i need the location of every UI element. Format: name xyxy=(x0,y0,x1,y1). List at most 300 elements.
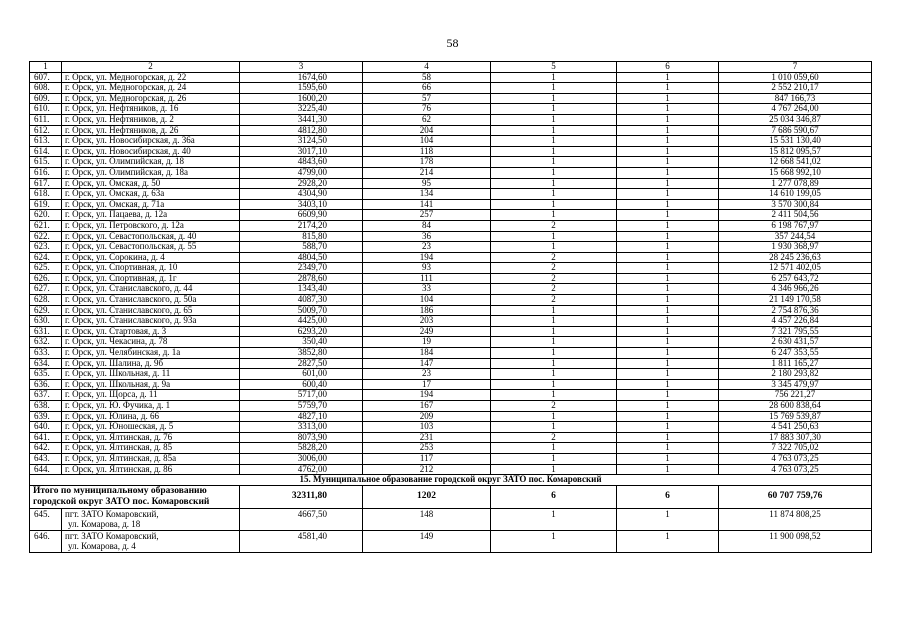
address-cell: г. Орск, ул. Омская, д. 50 xyxy=(62,178,240,189)
row-number-cell: 619. xyxy=(30,199,62,210)
table-row xyxy=(30,178,872,189)
area-cell: 601,00 xyxy=(240,369,363,380)
col6-cell: 1 xyxy=(617,231,719,242)
area-cell: 5717,00 xyxy=(240,390,363,401)
cost-cell: 3 570 300,84 xyxy=(719,199,872,210)
table-row xyxy=(30,464,872,475)
address-cell: г. Орск, ул. Щорса, д. 11 xyxy=(62,390,240,401)
address-cell: г. Орск, ул. Нефтяников, д. 26 xyxy=(62,125,240,136)
col6-cell: 1 xyxy=(617,337,719,348)
area-cell: 4087,30 xyxy=(240,295,363,306)
col5-cell: 1 xyxy=(491,210,617,221)
col5-cell: 1 xyxy=(491,104,617,115)
col4-cell: 58 xyxy=(363,72,491,83)
col5-cell: 1 xyxy=(491,242,617,253)
address-cell: г. Орск, ул. Школьная, д. 11 xyxy=(62,369,240,380)
col5-cell: 1 xyxy=(491,390,617,401)
table-row xyxy=(30,189,872,200)
table-row xyxy=(30,295,872,306)
col6-cell: 1 xyxy=(617,369,719,380)
col4-cell: 134 xyxy=(363,189,491,200)
row-number-cell: 639. xyxy=(30,411,62,422)
col6-cell: 1 xyxy=(617,348,719,359)
col4-cell: 204 xyxy=(363,125,491,136)
col5-cell: 2 xyxy=(491,284,617,295)
row-number-cell: 640. xyxy=(30,422,62,433)
col5-cell: 1 xyxy=(491,157,617,168)
cost-cell: 6 247 353,55 xyxy=(719,348,872,359)
col6-cell: 1 xyxy=(617,157,719,168)
cost-cell: 25 034 346,87 xyxy=(719,114,872,125)
table-row xyxy=(30,210,872,221)
cost-cell: 1 811 165,27 xyxy=(719,358,872,369)
address-cell xyxy=(62,508,240,530)
row-number-cell: 615. xyxy=(30,157,62,168)
area-cell: 1600,20 xyxy=(240,93,363,104)
address-cell: г. Орск, ул. Юношеская, д. 5 xyxy=(62,422,240,433)
table-row xyxy=(30,125,872,136)
address-cell: г. Орск, ул. Новосибирская, д. 40 xyxy=(62,146,240,157)
col4-cell: 95 xyxy=(363,178,491,189)
col5-cell: 2 xyxy=(491,220,617,231)
table-row xyxy=(30,337,872,348)
col5-cell: 1 xyxy=(491,83,617,94)
col5-cell: 1 xyxy=(491,443,617,454)
col6-cell: 1 xyxy=(617,242,719,253)
address-cell: г. Орск, ул. Спортивная, д. 10 xyxy=(62,263,240,274)
row-number-cell: 620. xyxy=(30,210,62,221)
col6-cell: 1 xyxy=(617,295,719,306)
table-row xyxy=(30,273,872,284)
area-cell: 2174,20 xyxy=(240,220,363,231)
area-cell: 600,40 xyxy=(240,379,363,390)
col4-cell: 36 xyxy=(363,231,491,242)
col5-cell: 1 xyxy=(491,231,617,242)
area-cell: 4425,00 xyxy=(240,316,363,327)
col5-cell: 1 xyxy=(491,316,617,327)
col4-cell: 23 xyxy=(363,369,491,380)
address-cell: г. Орск, ул. Олимпийская, д. 18а xyxy=(62,167,240,178)
col6-cell: 1 xyxy=(617,273,719,284)
cost-cell: 11 900 098,52 xyxy=(719,530,872,552)
address-cell: г. Орск, ул. Ялтинская, д. 85 xyxy=(62,443,240,454)
area-cell: 3403,10 xyxy=(240,199,363,210)
row-number-cell: 608. xyxy=(30,83,62,94)
address-line-1: пгт. ЗАТО Комаровский, xyxy=(65,530,159,541)
table-row xyxy=(30,136,872,147)
cost-cell: 12 668 541,02 xyxy=(719,157,872,168)
col5-cell: 1 xyxy=(491,422,617,433)
cost-cell: 15 812 095,57 xyxy=(719,146,872,157)
cost-cell: 14 610 199,05 xyxy=(719,189,872,200)
table-row xyxy=(30,305,872,316)
row-number-cell: 622. xyxy=(30,231,62,242)
col6-cell: 1 xyxy=(617,358,719,369)
address-line-2: ул. Комарова, д. 4 xyxy=(68,540,136,551)
table-row xyxy=(30,348,872,359)
table-row xyxy=(30,326,872,337)
row-number-cell: 621. xyxy=(30,220,62,231)
col6-cell: 1 xyxy=(617,443,719,454)
col4-cell: 178 xyxy=(363,157,491,168)
total-label: Итого по муниципальному образованию городской округ ЗАТО пос. Комаровский xyxy=(30,485,240,508)
cost-cell: 15 668 992,10 xyxy=(719,167,872,178)
cost-cell: 7 322 705,02 xyxy=(719,443,872,454)
col6-cell: 1 xyxy=(617,146,719,157)
area-cell: 1343,40 xyxy=(240,284,363,295)
col5-cell: 1 xyxy=(491,337,617,348)
address-cell: г. Орск, ул. Сорокина, д. 4 xyxy=(62,252,240,263)
col5-cell: 1 xyxy=(491,464,617,475)
col6-cell: 1 xyxy=(617,305,719,316)
area-cell: 2878,60 xyxy=(240,273,363,284)
table-row xyxy=(30,453,872,464)
col5-cell: 1 xyxy=(491,358,617,369)
row-number-cell: 607. xyxy=(30,72,62,83)
col6-cell: 1 xyxy=(617,104,719,115)
col4-cell: 257 xyxy=(363,210,491,221)
col6-cell: 1 xyxy=(617,199,719,210)
col4-cell: 93 xyxy=(363,263,491,274)
col6-cell: 1 xyxy=(617,390,719,401)
row-number-cell: 626. xyxy=(30,273,62,284)
address-cell: г. Орск, ул. Станиславского, д. 44 xyxy=(62,284,240,295)
row-number-cell: 638. xyxy=(30,401,62,412)
area-cell: 5759,70 xyxy=(240,401,363,412)
cost-cell: 3 345 479,97 xyxy=(719,379,872,390)
area-cell: 3006,00 xyxy=(240,453,363,464)
address-cell: г. Орск, ул. Школьная, д. 9а xyxy=(62,379,240,390)
row-number-cell: 627. xyxy=(30,284,62,295)
row-number-cell: 613. xyxy=(30,136,62,147)
cost-cell: 756 221,27 xyxy=(719,390,872,401)
col6-cell: 1 xyxy=(617,83,719,94)
table-row xyxy=(30,146,872,157)
row-number-cell: 625. xyxy=(30,263,62,274)
row-number-cell: 645. xyxy=(30,508,62,530)
address-cell: г. Орск, ул. Нефтяников, д. 16 xyxy=(62,104,240,115)
address-cell: г. Орск, ул. Омская, д. 63а xyxy=(62,189,240,200)
address-cell: г. Орск, ул. Ю. Фучика, д. 1 xyxy=(62,401,240,412)
area-cell: 3313,00 xyxy=(240,422,363,433)
row-number-cell: 610. xyxy=(30,104,62,115)
address-cell: г. Орск, ул. Чекасина, д. 78 xyxy=(62,337,240,348)
col6-cell: 1 xyxy=(617,401,719,412)
col6-cell: 1 xyxy=(617,422,719,433)
address-cell: г. Орск, ул. Стартовая, д. 3 xyxy=(62,326,240,337)
table-row xyxy=(30,284,872,295)
cost-cell: 847 166,73 xyxy=(719,93,872,104)
row-number-cell: 643. xyxy=(30,453,62,464)
address-cell: г. Орск, ул. Шалина, д. 9б xyxy=(62,358,240,369)
cost-cell: 2 754 876,36 xyxy=(719,305,872,316)
row-number-cell: 646. xyxy=(30,530,62,552)
cost-cell: 6 257 643,72 xyxy=(719,273,872,284)
header-cell: 1 xyxy=(30,62,62,73)
cost-cell: 2 552 210,17 xyxy=(719,83,872,94)
col4-cell: 253 xyxy=(363,443,491,454)
col6-cell: 1 xyxy=(617,263,719,274)
col4-cell: 147 xyxy=(363,358,491,369)
address-cell: г. Орск, ул. Юлина, д. 66 xyxy=(62,411,240,422)
col4-cell: 148 xyxy=(363,508,491,530)
row-number-cell: 642. xyxy=(30,443,62,454)
table-row xyxy=(30,231,872,242)
col4-cell: 249 xyxy=(363,326,491,337)
col4-cell: 184 xyxy=(363,348,491,359)
header-cell: 4 xyxy=(363,62,491,73)
address-cell: г. Орск, ул. Медногорская, д. 24 xyxy=(62,83,240,94)
col4-cell: 149 xyxy=(363,530,491,552)
col5-cell: 1 xyxy=(491,508,617,530)
cost-cell: 2 630 431,57 xyxy=(719,337,872,348)
col4-cell: 33 xyxy=(363,284,491,295)
row-number-cell: 609. xyxy=(30,93,62,104)
row-number-cell: 630. xyxy=(30,316,62,327)
col6-cell: 1 xyxy=(617,379,719,390)
col5-cell: 1 xyxy=(491,369,617,380)
address-cell: г. Орск, ул. Ялтинская, д. 85а xyxy=(62,453,240,464)
address-cell: г. Орск, ул. Омская, д. 71а xyxy=(62,199,240,210)
row-number-cell: 624. xyxy=(30,252,62,263)
address-cell: г. Орск, ул. Ялтинская, д. 76 xyxy=(62,432,240,443)
table-row xyxy=(30,199,872,210)
area-cell: 4827,10 xyxy=(240,411,363,422)
table-row xyxy=(30,369,872,380)
housing-register-table xyxy=(29,61,872,553)
area-cell: 2349,70 xyxy=(240,263,363,274)
cost-cell: 28 600 838,64 xyxy=(719,401,872,412)
col6-cell: 1 xyxy=(617,72,719,83)
total-row xyxy=(30,485,872,508)
table-row xyxy=(30,263,872,274)
col6-cell: 1 xyxy=(617,178,719,189)
cost-cell: 12 571 402,05 xyxy=(719,263,872,274)
col4-cell: 118 xyxy=(363,146,491,157)
address-cell: г. Орск, ул. Новосибирская, д. 36а xyxy=(62,136,240,147)
address-cell: г. Орск, ул. Медногорская, д. 22 xyxy=(62,72,240,83)
cost-cell: 1 277 078,89 xyxy=(719,178,872,189)
row-number-cell: 644. xyxy=(30,464,62,475)
address-cell: г. Орск, ул. Станиславского, д. 93а xyxy=(62,316,240,327)
col4-cell: 111 xyxy=(363,273,491,284)
address-cell: г. Орск, ул. Нефтяников, д. 2 xyxy=(62,114,240,125)
header-cell: 7 xyxy=(719,62,872,73)
address-cell: г. Орск, ул. Пацаева, д. 12а xyxy=(62,210,240,221)
total-area: 32311,80 xyxy=(240,485,363,508)
area-cell: 350,40 xyxy=(240,337,363,348)
col5-cell: 1 xyxy=(491,379,617,390)
area-cell: 3124,50 xyxy=(240,136,363,147)
col4-cell: 231 xyxy=(363,432,491,443)
area-cell: 4843,60 xyxy=(240,157,363,168)
cost-cell: 4 763 073,25 xyxy=(719,453,872,464)
col4-cell: 209 xyxy=(363,411,491,422)
area-cell: 1595,60 xyxy=(240,83,363,94)
cost-cell: 15 769 539,87 xyxy=(719,411,872,422)
col6-cell: 1 xyxy=(617,530,719,552)
col6-cell: 1 xyxy=(617,453,719,464)
col6-cell: 1 xyxy=(617,125,719,136)
row-number-cell: 612. xyxy=(30,125,62,136)
col4-cell: 57 xyxy=(363,93,491,104)
col4-cell: 17 xyxy=(363,379,491,390)
table-row xyxy=(30,157,872,168)
col6-cell: 1 xyxy=(617,508,719,530)
cost-cell: 4 541 250,63 xyxy=(719,422,872,433)
section-heading-row xyxy=(30,475,872,486)
area-cell: 3225,40 xyxy=(240,104,363,115)
header-cell: 5 xyxy=(491,62,617,73)
cost-cell: 7 321 795,55 xyxy=(719,326,872,337)
table-row xyxy=(30,93,872,104)
area-cell: 8073,90 xyxy=(240,432,363,443)
col5-cell: 1 xyxy=(491,530,617,552)
cost-cell: 1 010 059,60 xyxy=(719,72,872,83)
cost-cell: 2 180 293,82 xyxy=(719,369,872,380)
table-row xyxy=(30,167,872,178)
col6-cell: 1 xyxy=(617,114,719,125)
col4-cell: 23 xyxy=(363,242,491,253)
col4-cell: 19 xyxy=(363,337,491,348)
total-col6: 6 xyxy=(617,485,719,508)
header-cell: 6 xyxy=(617,62,719,73)
header-cell: 3 xyxy=(240,62,363,73)
col5-cell: 2 xyxy=(491,432,617,443)
table-row xyxy=(30,390,872,401)
area-cell: 4667,50 xyxy=(240,508,363,530)
address-cell: г. Орск, ул. Севастопольская, д. 55 xyxy=(62,242,240,253)
col5-cell: 1 xyxy=(491,72,617,83)
cost-cell: 17 883 307,30 xyxy=(719,432,872,443)
table-row xyxy=(30,242,872,253)
header-row xyxy=(30,62,872,73)
col5-cell: 1 xyxy=(491,411,617,422)
area-cell: 4812,80 xyxy=(240,125,363,136)
col5-cell: 1 xyxy=(491,114,617,125)
col5-cell: 2 xyxy=(491,273,617,284)
col5-cell: 1 xyxy=(491,178,617,189)
cost-cell: 21 149 170,58 xyxy=(719,295,872,306)
address-line-2: ул. Комарова, д. 18 xyxy=(68,518,141,529)
row-number-cell: 634. xyxy=(30,358,62,369)
cost-cell: 1 930 368,97 xyxy=(719,242,872,253)
col4-cell: 104 xyxy=(363,295,491,306)
table-row xyxy=(30,508,872,530)
cost-cell: 4 457 226,84 xyxy=(719,316,872,327)
section-title: 15. Муниципальное образование городской округ ЗАТО пос. Комаровский xyxy=(30,475,872,486)
col5-cell: 1 xyxy=(491,348,617,359)
table-row xyxy=(30,114,872,125)
col4-cell: 167 xyxy=(363,401,491,412)
area-cell: 1674,60 xyxy=(240,72,363,83)
col5-cell: 1 xyxy=(491,305,617,316)
col4-cell: 104 xyxy=(363,136,491,147)
area-cell: 4804,50 xyxy=(240,252,363,263)
address-cell: г. Орск, ул. Олимпийская, д. 18 xyxy=(62,157,240,168)
cost-cell: 6 198 767,97 xyxy=(719,220,872,231)
address-cell: г. Орск, ул. Челябинская, д. 1а xyxy=(62,348,240,359)
area-cell: 4581,40 xyxy=(240,530,363,552)
header-cell: 2 xyxy=(62,62,240,73)
col5-cell: 2 xyxy=(491,252,617,263)
col4-cell: 203 xyxy=(363,316,491,327)
table-row xyxy=(30,401,872,412)
col4-cell: 103 xyxy=(363,422,491,433)
row-number-cell: 641. xyxy=(30,432,62,443)
col4-cell: 141 xyxy=(363,199,491,210)
row-number-cell: 618. xyxy=(30,189,62,200)
table-row xyxy=(30,358,872,369)
cost-cell: 4 767 264,00 xyxy=(719,104,872,115)
address-cell: г. Орск, ул. Петровского, д. 12а xyxy=(62,220,240,231)
row-number-cell: 636. xyxy=(30,379,62,390)
col6-cell: 1 xyxy=(617,316,719,327)
col6-cell: 1 xyxy=(617,432,719,443)
address-cell: г. Орск, ул. Станиславского, д. 65 xyxy=(62,305,240,316)
table-row xyxy=(30,316,872,327)
col6-cell: 1 xyxy=(617,220,719,231)
table-row xyxy=(30,379,872,390)
area-cell: 5009,70 xyxy=(240,305,363,316)
col6-cell: 1 xyxy=(617,210,719,221)
col5-cell: 2 xyxy=(491,263,617,274)
area-cell: 6293,20 xyxy=(240,326,363,337)
total-col5: 6 xyxy=(491,485,617,508)
area-cell: 3017,10 xyxy=(240,146,363,157)
page-number: 58 xyxy=(446,36,459,50)
total-col4: 1202 xyxy=(363,485,491,508)
col4-cell: 66 xyxy=(363,83,491,94)
table-row xyxy=(30,72,872,83)
address-cell: г. Орск, ул. Ялтинская, д. 86 xyxy=(62,464,240,475)
row-number-cell: 632. xyxy=(30,337,62,348)
address-cell: г. Орск, ул. Станиславского, д. 50а xyxy=(62,295,240,306)
cost-cell: 11 874 808,25 xyxy=(719,508,872,530)
area-cell: 4304,90 xyxy=(240,189,363,200)
col4-cell: 212 xyxy=(363,464,491,475)
col4-cell: 84 xyxy=(363,220,491,231)
row-number-cell: 623. xyxy=(30,242,62,253)
col4-cell: 194 xyxy=(363,390,491,401)
col4-cell: 214 xyxy=(363,167,491,178)
col6-cell: 1 xyxy=(617,252,719,263)
row-number-cell: 616. xyxy=(30,167,62,178)
row-number-cell: 614. xyxy=(30,146,62,157)
col5-cell: 1 xyxy=(491,167,617,178)
row-number-cell: 629. xyxy=(30,305,62,316)
area-cell: 4762,00 xyxy=(240,464,363,475)
col4-cell: 194 xyxy=(363,252,491,263)
col6-cell: 1 xyxy=(617,93,719,104)
col5-cell: 1 xyxy=(491,453,617,464)
area-cell: 4799,00 xyxy=(240,167,363,178)
area-cell: 588,70 xyxy=(240,242,363,253)
table-row xyxy=(30,432,872,443)
table-row xyxy=(30,83,872,94)
area-cell: 3852,80 xyxy=(240,348,363,359)
col6-cell: 1 xyxy=(617,167,719,178)
col4-cell: 186 xyxy=(363,305,491,316)
row-number-cell: 628. xyxy=(30,295,62,306)
table-row xyxy=(30,252,872,263)
total-cost: 60 707 759,76 xyxy=(719,485,872,508)
col5-cell: 1 xyxy=(491,136,617,147)
col5-cell: 2 xyxy=(491,401,617,412)
col6-cell: 1 xyxy=(617,326,719,337)
table-row xyxy=(30,443,872,454)
col5-cell: 1 xyxy=(491,189,617,200)
